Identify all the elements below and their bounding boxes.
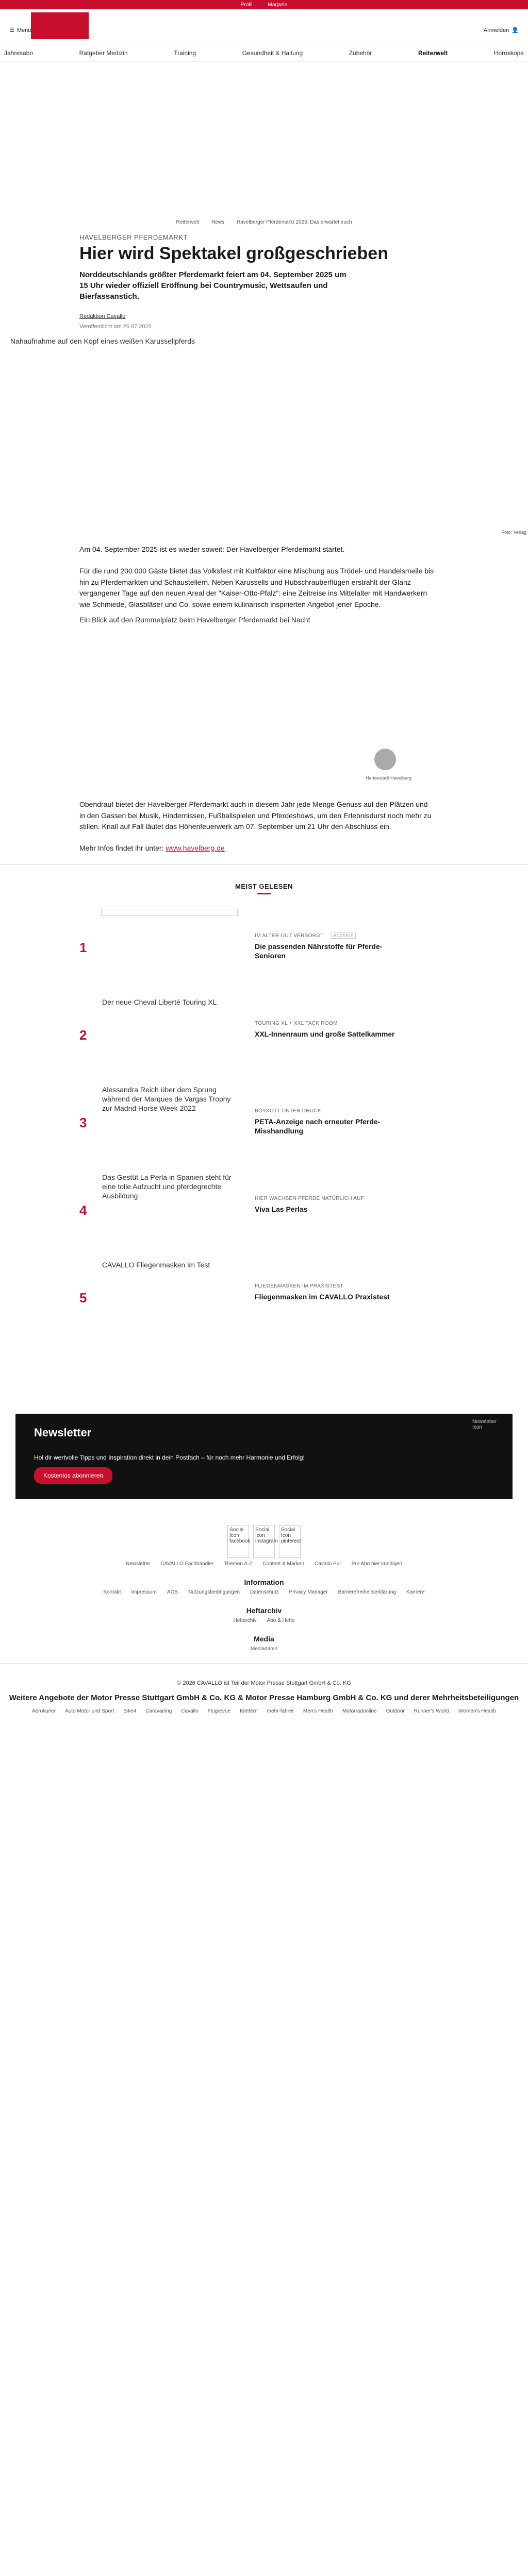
- footer-links-media: [6, 1646, 522, 1652]
- teaser-text: [255, 930, 409, 960]
- site-header: [0, 9, 528, 44]
- divider: [0, 1663, 528, 1664]
- teaser-image[interactable]: Das Gestüt La Perla in Spanien steht für eine tolle Aufzucht und pferdegrechte Ausbildung.: [102, 1173, 232, 1200]
- inline-image-alt: Ein Blick auf den Rummelplatz beim Havelberger Pferdemarkt bei Nacht: [79, 615, 310, 624]
- teaser-text: [255, 1281, 409, 1301]
- hamburger-icon: ☰: [9, 27, 14, 33]
- publisher-offers-title: Weitere Angebote der Motor Presse Stuttgart GmbH & Co. KG & Motor Presse Hamburg GmbH & Co. KG und derer Mehrheitsbeteiligungen: [9, 1693, 519, 1702]
- nav-item-zubehoer[interactable]: Zubehör: [349, 49, 372, 57]
- footer-link[interactable]: CAVALLO Fachhändler: [160, 1561, 214, 1567]
- publisher-link[interactable]: Flugrevue: [207, 1708, 231, 1714]
- ad-space: [0, 62, 528, 216]
- nav-item-reiterwelt[interactable]: Reiterwelt: [418, 49, 448, 57]
- footer-links-heftarchiv: [6, 1618, 522, 1623]
- teaser-headline[interactable]: Viva Las Perlas: [255, 1205, 308, 1213]
- publisher-link[interactable]: Auto Motor und Sport: [65, 1708, 114, 1714]
- breadcrumb: [79, 219, 449, 225]
- menu-label: Menü: [16, 27, 31, 33]
- footer-links-primary: [6, 1561, 522, 1567]
- paragraph: Am 04. September 2025 ist es wieder soweit: Der Havelberger Pferdemarkt startet.: [79, 545, 345, 554]
- paragraph-links: [79, 843, 435, 854]
- footer-link[interactable]: Newsletter: [125, 1561, 151, 1567]
- nav-item-horoskope[interactable]: Horoskope: [493, 49, 524, 57]
- footer-link[interactable]: Kontakt: [103, 1589, 121, 1595]
- top-bar: [0, 0, 528, 9]
- nav-item-jahresabo[interactable]: Jahresabo: [4, 49, 34, 57]
- article-lead: Norddeutschlands größter Pferdemarkt feiert am 04. September 2025 um 15 Uhr wieder offiziell Eröffnung bei Countrymusic, Wettsaufen und Bierfassanstich.: [79, 270, 346, 301]
- footer-link[interactable]: Pur Abo hier kündigen: [351, 1561, 403, 1567]
- main-navigation: [0, 44, 528, 62]
- most-read-item[interactable]: [79, 1084, 449, 1172]
- most-read-item[interactable]: [79, 1259, 449, 1347]
- article-kicker: HAVELBERGER PFERDEMARKT: [79, 233, 188, 241]
- publisher-link[interactable]: mehr-fahrer: [267, 1708, 294, 1714]
- most-read-item[interactable]: [79, 996, 449, 1084]
- teaser-headline[interactable]: Fliegenmasken im CAVALLO Praxistest: [255, 1292, 390, 1301]
- footer-links-information: [6, 1589, 522, 1595]
- newsletter-icon: Newsletter Icon: [472, 1418, 497, 1430]
- article-headline: Hier wird Spektakel großgeschrieben: [79, 244, 388, 263]
- rank-number: 3: [79, 1114, 87, 1130]
- teaser-category: BOYKOTT UNTER DRUCK: [255, 1108, 321, 1114]
- article-body: [79, 544, 449, 854]
- ad-badge: ANZEIGE: [331, 933, 356, 939]
- pinterest-icon[interactable]: Social Icon pinterest: [279, 1525, 301, 1558]
- newsletter-box: [15, 1414, 513, 1499]
- article: [79, 219, 449, 330]
- footer-link[interactable]: Barrierefreiheitserklärung: [338, 1589, 396, 1595]
- publisher-link[interactable]: Men's Health: [303, 1708, 333, 1714]
- footer-heading-media: Media: [254, 1634, 274, 1643]
- social-links: [0, 1525, 528, 1558]
- publisher-link[interactable]: Outdoor: [386, 1708, 405, 1714]
- footer-link[interactable]: Mediadaten: [250, 1646, 278, 1652]
- rank-number: 4: [79, 1202, 87, 1218]
- publisher-link[interactable]: Klettern: [240, 1708, 258, 1714]
- breadcrumb-item[interactable]: News: [211, 219, 225, 225]
- teaser-text: [255, 1193, 409, 1214]
- most-read-item[interactable]: [79, 909, 449, 996]
- teaser-headline[interactable]: XXL-Innenraum und große Sattelkammer: [255, 1029, 395, 1038]
- rank-number: 2: [79, 1027, 87, 1043]
- paragraph: Für die rund 200 000 Gäste bietet das Volksfest mit Kultfaktor eine Mischung aus Trödel- und Handelsmeile bis hin zu Pferdemarkten und Schaustellern. Neben Karussells und Hubschrauberflügen erstrahlt der Glanz vergangener Tage auf den neuen Areal der "Kaiser-Otto-Pfalz": eine Zeitreise ins Mittelalter mit Handwerkern wie Schmiede, Glasbläser und Co. sowie einem kulinarisch inspirierten Angebot jener Epoche.: [79, 567, 434, 609]
- most-read-section: [79, 883, 449, 1347]
- newsletter-subscribe-button[interactable]: Kostenlos abonnieren: [34, 1467, 112, 1484]
- footer-link[interactable]: Nutzungsbedingungen: [188, 1589, 240, 1595]
- publisher-link[interactable]: Bike4: [123, 1708, 137, 1714]
- footer-link[interactable]: Privacy Manager: [289, 1589, 328, 1595]
- facebook-icon[interactable]: Social Icon facebook: [227, 1525, 249, 1558]
- copyright: © 2026 CAVALLO ist Teil der Motor Presse Stuttgart GmbH & Co. KG: [177, 1680, 351, 1686]
- breadcrumb-item: Havelberger Pferdemarkt 2025: Das erwartet euch: [237, 219, 352, 225]
- more-info-prefix: Mehr Infos findet ihr unter:: [79, 843, 164, 852]
- inline-image: [79, 616, 449, 791]
- article-author[interactable]: Redaktion Cavallo: [79, 313, 126, 320]
- footer-link[interactable]: Impressum: [131, 1589, 157, 1595]
- nav-item-ratgeber-medizin[interactable]: Ratgeber Medizin: [79, 49, 128, 57]
- site-logo[interactable]: [31, 12, 89, 39]
- footer-link[interactable]: Heftarchiv: [233, 1617, 257, 1623]
- menu-button[interactable]: [9, 27, 31, 33]
- rank-number: 5: [79, 1290, 87, 1306]
- newsletter-title: Newsletter: [34, 1426, 92, 1439]
- inline-image-credit: Hansestadt Havelberg: [365, 775, 411, 781]
- teaser-headline[interactable]: PETA-Anzeige nach erneuter Pferde-Misshandlung: [255, 1117, 381, 1135]
- newsletter-text: Hol dir wertvolle Tipps und Inspiration direkt in dein Postfach – für noch mehr Harmonie und Erfolg!: [34, 1453, 305, 1461]
- footer-link[interactable]: Abo & Hefte: [267, 1617, 295, 1623]
- footer-link[interactable]: Datenschutz: [250, 1589, 279, 1595]
- most-read-accent: [257, 893, 271, 894]
- teaser-image[interactable]: Alessandra Reich über dem Sprung während der Marques de Vargas Trophy zur Madrid Horse Week 2022: [102, 1085, 231, 1112]
- user-icon: 👤: [512, 27, 519, 33]
- footer-link[interactable]: Content & Marken: [262, 1561, 304, 1567]
- teaser-image[interactable]: [101, 909, 238, 916]
- publisher-link[interactable]: Cavallo: [181, 1708, 199, 1714]
- footer-heading-information: Information: [244, 1578, 284, 1586]
- publisher-link[interactable]: Women's Health: [458, 1708, 497, 1714]
- teaser-image[interactable]: CAVALLO Fliegenmasken im Test: [102, 1260, 210, 1269]
- teaser-category: IM ALTER GUT VERSORGT: [255, 933, 324, 939]
- footer-heading-heftarchiv: Heftarchiv: [246, 1606, 282, 1615]
- publisher-offers-links: [6, 1708, 522, 1714]
- teaser-image[interactable]: Der neue Cheval Liberté Touring XL: [102, 997, 217, 1006]
- topbar-link-profil[interactable]: Profil: [240, 2, 253, 8]
- footer-link[interactable]: AGB: [167, 1589, 178, 1595]
- hero-image-alt: Nahaufnahme auf den Kopf eines weißen Karussellpferds: [10, 337, 195, 346]
- hero-image-credit: Foto: Verlag: [501, 530, 526, 535]
- footer-link[interactable]: Themen A-Z: [224, 1561, 253, 1567]
- hero-image: [0, 335, 528, 536]
- publisher-link[interactable]: Caravaning: [145, 1708, 172, 1714]
- teaser-text: [255, 1018, 409, 1039]
- nav-item-training[interactable]: Training: [174, 49, 196, 57]
- publisher-link[interactable]: Runner's World: [414, 1708, 450, 1714]
- teaser-category: HIER WACHSEN PFERDE NATÜRLICH AUF: [255, 1195, 365, 1201]
- footer-link[interactable]: Cavallo Pur: [314, 1561, 341, 1567]
- most-read-title: MEIST GELESEN: [235, 882, 293, 890]
- most-read-item[interactable]: [79, 1172, 449, 1259]
- publisher-link[interactable]: Aerokurier: [31, 1708, 56, 1714]
- breadcrumb-item[interactable]: Reiterwelt: [176, 219, 199, 225]
- teaser-headline[interactable]: Die passenden Nährstoffe für Pferde-Senioren: [255, 942, 383, 960]
- teaser-category: FLIEGENMASKEN IM PRAXISTEST: [255, 1283, 344, 1289]
- rank-number: 1: [79, 939, 87, 955]
- teaser-category: TOURING XL + XXL TACK ROOM: [255, 1020, 338, 1026]
- topbar-link-magazin[interactable]: Magazin: [268, 2, 288, 8]
- footer-link[interactable]: Karriere: [406, 1589, 425, 1595]
- login-button[interactable]: [484, 27, 519, 33]
- instagram-icon[interactable]: Social Icon instagram: [253, 1525, 275, 1558]
- article-date: Veröffentlicht am 26.07.2025: [79, 324, 152, 330]
- login-label: Anmelden: [483, 27, 509, 33]
- havelberg-link[interactable]: www.havelberg.de: [166, 843, 225, 852]
- teaser-text: [255, 1106, 409, 1136]
- nav-item-gesundheit[interactable]: Gesundheit & Haltung: [242, 49, 303, 57]
- paragraph: Obendrauf bietet der Havelberger Pferdemarkt auch in diesem Jahr jede Menge Genuss auf den Plätzen und in den Gassen bei Musik, Hindernissen, Fußballspielen und Pferdeshows, um den Erlebnisdurst noch mehr zu stillen. Knall auf Fall läutet das Höhenfeuerwerk am 07. September um 21 Uhr den Abschluss ein.: [79, 800, 432, 831]
- publisher-link[interactable]: Motorradonline: [342, 1708, 377, 1714]
- credit-circle-icon: [374, 749, 396, 770]
